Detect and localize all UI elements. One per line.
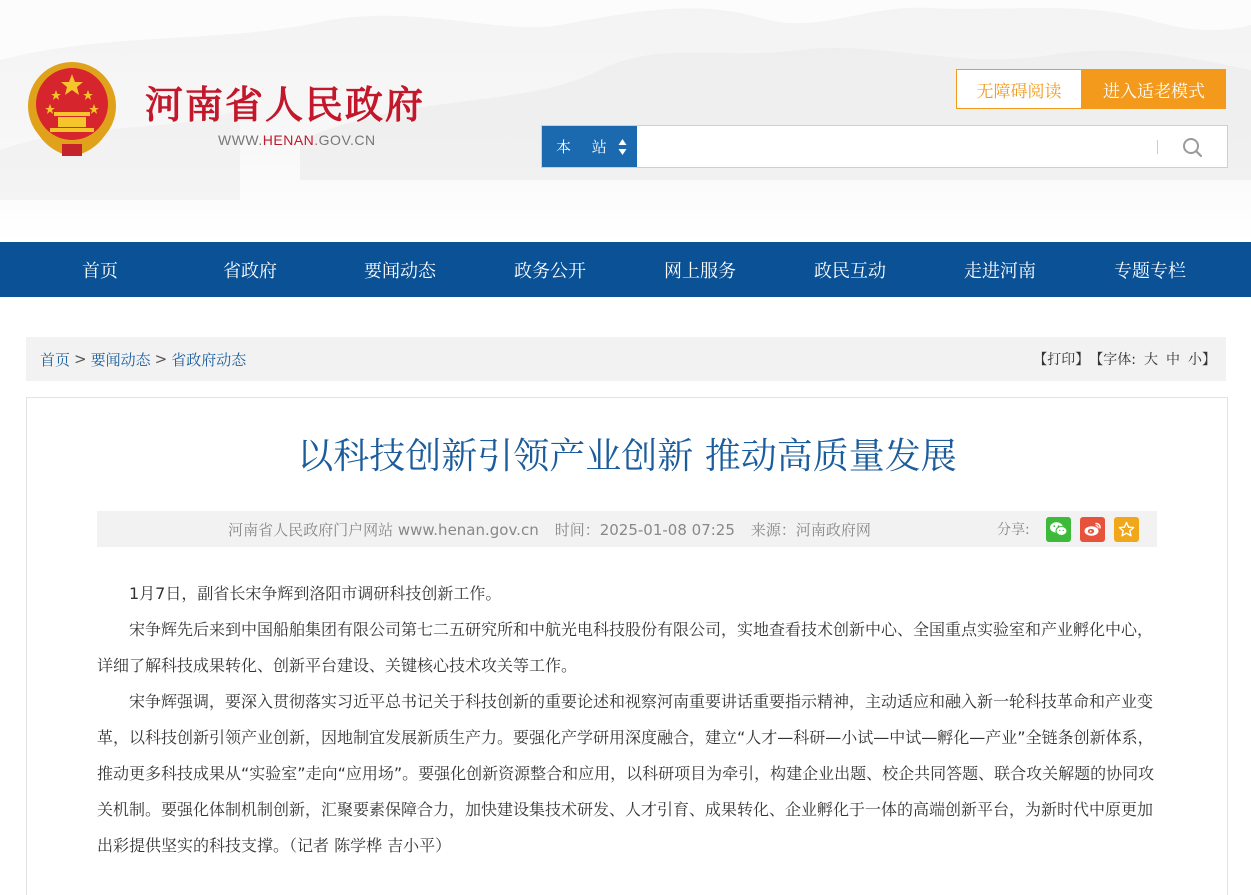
sort-arrows-icon [618, 138, 627, 156]
wechat-icon[interactable] [1046, 517, 1071, 542]
elder-mode-button[interactable]: 进入适老模式 [1082, 69, 1226, 109]
article-paragraph: 宋争辉强调，要深入贯彻落实习近平总书记关于科技创新的重要论述和视察河南重要讲话重要指示精神，主动适应和融入新一轮科技革命和产业变革，以科技创新引领产业创新，因地制宜发展新质生产力。要强化产学研用深度融合，建立“人才—科研—小试—中试—孵化—产业”全链条创新体系，推动更多科技成果从“实验室”走向“应用场”。要强化创新资源整合和应用，以科研项目为牵引，构建企业出题、校企共同答题、联合攻关解题的协同攻关机制。要强化体制机制创新，汇聚要素保障合力，加快建设集技术研发、人才引育、成果转化、企业孵化于一体的高端创新平台，为新时代中原更加出彩提供坚实的科技支撑。（记者 陈学桦 吉小平） [97, 692, 1155, 855]
site-url [218, 132, 376, 148]
article-paragraph: 1月7日，副省长宋争辉到洛阳市调研科技创新工作。 [129, 584, 502, 603]
article-container [26, 397, 1228, 895]
font-size-small[interactable]: 小 [1188, 352, 1202, 368]
article-title: 以科技创新引领产业创新 推动高质量发展 [297, 436, 957, 477]
breadcrumb-news[interactable]: 要闻动态 [90, 350, 151, 369]
nav-item-interaction[interactable]: 政民互动 [814, 260, 886, 282]
search-scope-select[interactable] [542, 126, 637, 167]
meta-time: 时间：2025-01-08 07:25 [554, 520, 735, 539]
breadcrumb-province-news[interactable]: 省政府动态 [171, 350, 247, 369]
font-size-close: 】 [1202, 352, 1216, 368]
site-url-suffix: .GOV.CN [314, 132, 376, 148]
article-paragraph: 宋争辉先后来到中国船舶集团有限公司第七二五研究所和中航光电科技股份有限公司，实地查看技术创新中心、全国重点实验室和产业孵化中心，详细了解科技成果转化、创新平台建设、关键核心技术攻关等工作。 [97, 620, 1154, 675]
nav-item-home[interactable]: 首页 [82, 260, 118, 282]
font-size-large[interactable]: 大 [1144, 352, 1158, 368]
nav-item-special-topics[interactable]: 专题专栏 [1114, 260, 1186, 282]
breadcrumb-home[interactable]: 首页 [40, 350, 71, 369]
breadcrumb-separator: > [154, 350, 168, 368]
star-icon[interactable] [1114, 517, 1139, 542]
print-button[interactable]: 【打印】 [1033, 352, 1090, 368]
nav-item-about-henan[interactable]: 走进河南 [964, 260, 1036, 282]
nav-item-province-government[interactable]: 省政府 [223, 260, 277, 282]
nav-item-news[interactable]: 要闻动态 [364, 260, 436, 282]
article-meta-bar [97, 511, 1157, 547]
main-nav [0, 242, 1251, 297]
search-scope-label: 本 站 [556, 138, 615, 156]
font-size-label: 【字体: [1089, 352, 1136, 368]
weibo-icon[interactable] [1080, 517, 1105, 542]
search-icon[interactable] [1178, 134, 1208, 160]
font-size-medium[interactable]: 中 [1166, 352, 1180, 368]
share-label: 分享: [997, 522, 1030, 538]
meta-site: 河南省人民政府门户网站 www.henan.gov.cn [228, 520, 539, 539]
site-header [0, 0, 1251, 242]
nav-item-online-services[interactable]: 网上服务 [664, 260, 736, 282]
site-url-prefix: WWW. [218, 132, 263, 148]
nav-item-government-affairs[interactable]: 政务公开 [514, 260, 586, 282]
article-body [97, 576, 1159, 864]
breadcrumb [40, 337, 246, 381]
accessible-reading-button[interactable]: 无障碍阅读 [956, 69, 1082, 109]
share-bar [997, 511, 1148, 547]
breadcrumb-separator: > [74, 350, 87, 368]
search-box [541, 125, 1228, 168]
site-title: 河南省人民政府 [145, 83, 426, 127]
search-input[interactable] [638, 126, 1158, 167]
meta-source: 来源：河南政府网 [750, 520, 871, 539]
article-meta [97, 511, 1002, 547]
page-tools [1033, 337, 1216, 381]
site-url-accent: HENAN [262, 132, 315, 148]
national-emblem-icon [26, 60, 118, 158]
breadcrumb-bar [26, 337, 1226, 381]
search-divider [1157, 140, 1158, 154]
